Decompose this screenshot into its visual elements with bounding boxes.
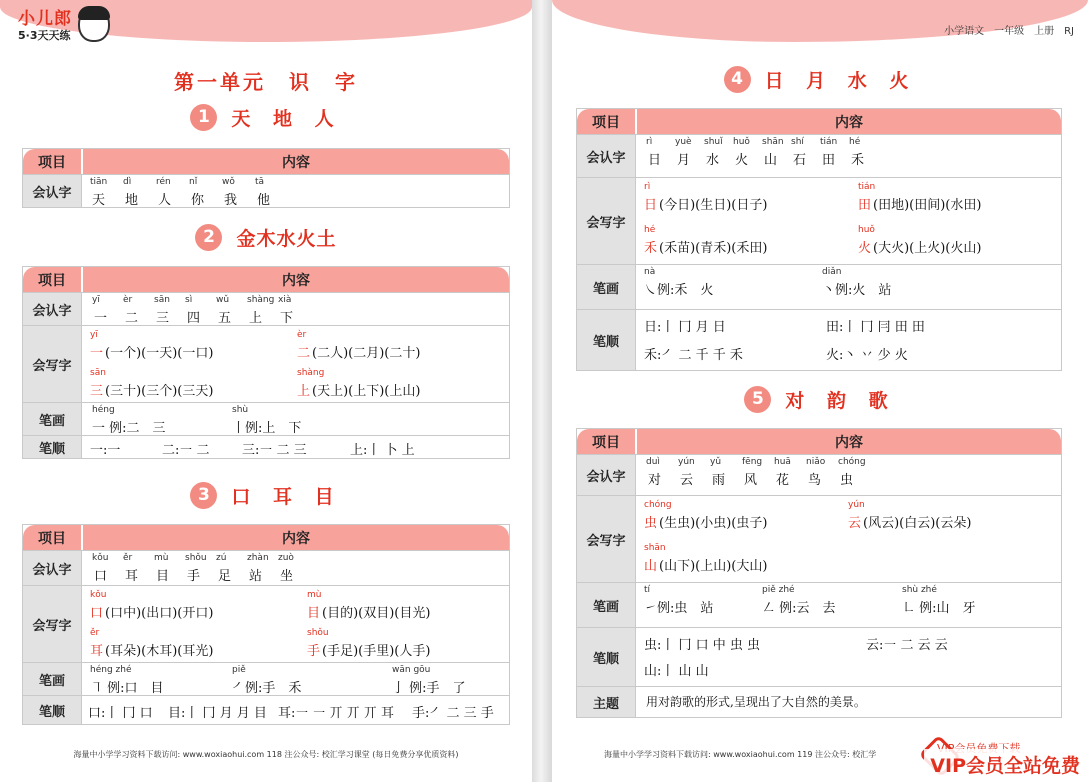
row-label: 笔画 [23, 663, 82, 695]
read-char: 石 [793, 153, 807, 168]
stroke-example: ㇒例:手 禾 [232, 681, 302, 696]
read-char: 虫 [840, 473, 854, 488]
stroke-example: 丶例:火 站 [822, 283, 892, 298]
row-label: 会认字 [577, 135, 636, 177]
row-read [577, 454, 1061, 495]
pinyin: shǒu [185, 553, 207, 563]
pinyin: rén [156, 177, 171, 187]
write-char: 耳 [90, 644, 104, 659]
read-char: 上 [249, 311, 263, 326]
left-page [0, 0, 532, 782]
stroke-example: ㇀例:虫 站 [644, 601, 714, 616]
write-pinyin: yī [90, 330, 98, 340]
pinyin: zú [216, 553, 227, 563]
row-write [577, 495, 1061, 582]
write-pinyin: huǒ [858, 225, 875, 235]
stroke-example: ㇕ 例:口 目 [90, 681, 164, 696]
write-char: 二 [297, 346, 311, 361]
order-cell [82, 436, 509, 458]
read-char: 山 [764, 153, 778, 168]
stroke-name: héng [92, 405, 115, 415]
read-char: 你 [191, 193, 205, 208]
read-char: 天 [92, 193, 106, 208]
lesson-1-title [0, 104, 532, 131]
lesson-4-table [576, 108, 1062, 371]
order-cell [636, 628, 1061, 686]
row-label: 会认字 [577, 455, 636, 495]
write-char: 云 [848, 516, 862, 531]
stroke-order: 一:一 [90, 443, 121, 458]
stroke-order: 火:丶 丷 少 火 [826, 348, 908, 363]
pinyin: kǒu [92, 553, 109, 563]
read-char: 手 [187, 569, 201, 584]
read-char: 雨 [712, 473, 726, 488]
stroke-name: héng zhé [90, 665, 132, 675]
stroke-name: piě [232, 665, 246, 675]
row-label: 笔画 [577, 583, 636, 627]
write-cell [82, 586, 509, 662]
brand-logo [18, 4, 72, 43]
read-char: 我 [224, 193, 238, 208]
pinyin: huā [774, 457, 791, 467]
row-strokes [23, 402, 509, 435]
book-gutter [532, 0, 552, 782]
pinyin: yī [92, 295, 100, 305]
lesson-name: 对 韵 歌 [785, 390, 896, 412]
header-content: 内容 [637, 109, 1061, 134]
read-char: 地 [125, 193, 139, 208]
header-content: 内容 [83, 149, 509, 174]
write-words: (手足)(手里)(人手) [322, 644, 431, 659]
stroke-example: ㇗ 例:山 牙 [902, 601, 976, 616]
write-words: (山下)(上山)(大山) [659, 559, 768, 574]
strokes-cell [82, 663, 509, 695]
row-label: 会认字 [23, 175, 82, 207]
read-char: 下 [280, 311, 294, 326]
lesson-5-title [552, 386, 1088, 413]
pinyin: chóng [838, 457, 866, 467]
stroke-example: 一 例:二 三 [92, 421, 166, 436]
write-char: 上 [297, 384, 311, 399]
write-char: 虫 [644, 516, 658, 531]
pinyin: wǒ [222, 177, 235, 187]
read-cell [636, 455, 1061, 495]
lesson-number: 4 [724, 66, 751, 93]
stroke-order: 虫:丨 冂 口 中 虫 虫 [644, 638, 761, 653]
write-pinyin: sān [90, 368, 106, 378]
write-pinyin: shàng [297, 368, 325, 378]
read-char: 三 [156, 311, 170, 326]
read-char: 五 [218, 311, 232, 326]
write-pinyin: ěr [90, 628, 100, 638]
write-char: 手 [307, 644, 321, 659]
row-strokes [577, 582, 1061, 627]
read-char: 一 [94, 311, 108, 326]
write-pinyin: mù [307, 590, 322, 600]
pinyin: dì [123, 177, 132, 187]
pinyin: zuò [278, 553, 294, 563]
stroke-order: 目:丨 冂 月 月 目 [168, 706, 267, 721]
stroke-order: 上:丨 卜 上 [350, 443, 415, 458]
row-strokes [577, 264, 1061, 309]
row-label: 笔顺 [23, 696, 82, 724]
stroke-example: 亅 例:手 了 [392, 681, 466, 696]
read-cell [82, 551, 509, 585]
write-pinyin: kǒu [90, 590, 107, 600]
read-char: 花 [776, 473, 790, 488]
stroke-order: 二:㇐ 二 [162, 443, 210, 458]
mascot-icon [78, 6, 110, 42]
pinyin: duì [646, 457, 660, 467]
theme-cell [636, 687, 1061, 717]
row-read [23, 174, 509, 207]
row-label: 笔画 [23, 403, 82, 435]
read-char: 四 [187, 311, 201, 326]
lesson-3-title [0, 482, 532, 509]
table-header [577, 109, 1061, 134]
vip-banner[interactable]: VIP会员全站免费 [924, 749, 1086, 780]
read-char: 目 [156, 569, 170, 584]
order-cell [82, 696, 509, 724]
stroke-order: 云:㇐ 二 云 云 [866, 638, 948, 653]
header-content: 内容 [637, 429, 1061, 454]
stroke-order: 禾:㇒ 二 千 千 禾 [644, 348, 743, 363]
write-words: (大火)(上火)(火山) [873, 241, 982, 256]
header-item: 项目 [577, 109, 637, 134]
pinyin: sì [185, 295, 193, 305]
lesson-number: 3 [190, 482, 217, 509]
stroke-name: nà [644, 267, 656, 277]
pinyin: huǒ [733, 137, 750, 147]
pinyin: zhàn [247, 553, 269, 563]
pinyin: hé [849, 137, 861, 147]
write-pinyin: shān [644, 543, 666, 553]
pinyin: tā [255, 177, 265, 187]
header-item: 项目 [23, 149, 83, 174]
read-char: 耳 [125, 569, 139, 584]
write-words: (田地)(田间)(水田) [873, 198, 982, 213]
lesson-1-table [22, 148, 510, 208]
table-header [577, 429, 1061, 454]
row-label: 主题 [577, 687, 636, 717]
header-item: 项目 [577, 429, 637, 454]
pinyin: yǔ [710, 457, 722, 467]
grade-label: 小学语文 一年级 上册 RJ [944, 26, 1074, 37]
write-pinyin: shǒu [307, 628, 329, 638]
pinyin: xià [278, 295, 292, 305]
theme-text: 用对韵歌的形式,呈现出了大自然的美景。 [646, 695, 866, 709]
row-order [23, 435, 509, 458]
row-label: 笔画 [577, 265, 636, 309]
logo-subtitle: 5·3天天练 [18, 29, 71, 42]
read-char: 风 [744, 473, 758, 488]
stroke-name: shù [232, 405, 249, 415]
header-item: 项目 [23, 525, 83, 550]
table-header [23, 525, 509, 550]
header-content: 内容 [83, 525, 509, 550]
write-char: 日 [644, 198, 658, 213]
read-char: 足 [218, 569, 232, 584]
read-char: 禾 [851, 153, 865, 168]
footer: 海量中小学学习资料下载访问: www.woxiaohui.com 118 注公众号: 校汇学习课堂 (每日免费分享优质资料) [73, 750, 459, 759]
write-cell [82, 326, 509, 402]
row-label: 笔顺 [23, 436, 82, 458]
write-words: (今日)(生日)(日子) [659, 198, 768, 213]
row-write [23, 325, 509, 402]
pinyin: shàng [247, 295, 275, 305]
row-strokes [23, 662, 509, 695]
pinyin: nǐ [189, 177, 198, 187]
header-content: 内容 [83, 267, 509, 292]
read-char: 坐 [280, 569, 294, 584]
lesson-number: 5 [744, 386, 771, 413]
read-char: 云 [680, 473, 694, 488]
stroke-name: piě zhé [762, 585, 795, 595]
read-char: 二 [125, 311, 139, 326]
row-label: 笔顺 [577, 310, 636, 370]
write-char: 田 [858, 198, 872, 213]
stroke-example: 丨例:上 下 [232, 421, 302, 436]
strokes-cell [636, 265, 1061, 309]
lesson-name: 金木水火土 [236, 228, 337, 250]
stroke-example: ㇏例:禾 火 [644, 283, 714, 298]
write-char: 三 [90, 384, 104, 399]
stroke-order: 口:丨 冂 口 [88, 706, 153, 721]
read-char: 月 [677, 153, 691, 168]
strokes-cell [82, 403, 509, 435]
read-char: 水 [706, 153, 720, 168]
write-words: (一个)(一天)(一口) [105, 346, 214, 361]
write-pinyin: rì [644, 182, 651, 192]
pinyin: mù [154, 553, 169, 563]
row-label: 会写字 [577, 178, 636, 264]
read-char: 火 [735, 153, 749, 168]
write-words: (二人)(二月)(二十) [312, 346, 421, 361]
row-label: 会认字 [23, 293, 82, 325]
read-cell [82, 293, 509, 325]
pinyin: shuǐ [704, 137, 723, 147]
stroke-order: 山:丨 山 山 [644, 664, 709, 679]
write-char: 目 [307, 606, 321, 621]
row-write [577, 177, 1061, 264]
write-cell [636, 496, 1061, 582]
lesson-2-title [0, 224, 532, 251]
lesson-3-table [22, 524, 510, 725]
row-label: 会写字 [23, 586, 82, 662]
lesson-number: 2 [195, 224, 222, 251]
write-pinyin: chóng [644, 500, 672, 510]
read-char: 对 [648, 473, 662, 488]
write-words: (生虫)(小虫)(虫子) [659, 516, 768, 531]
write-char: 禾 [644, 241, 658, 256]
footer: 海量中小学学习资料下载访问: www.woxiaohui.com 119 注公众号: 校汇学 [604, 750, 877, 759]
write-char: 火 [858, 241, 872, 256]
read-char: 人 [158, 193, 172, 208]
pinyin: rì [646, 137, 653, 147]
pinyin: èr [123, 295, 133, 305]
row-label: 会认字 [23, 551, 82, 585]
row-read [23, 550, 509, 585]
lesson-5-table [576, 428, 1062, 718]
write-pinyin: èr [297, 330, 307, 340]
read-char: 日 [648, 153, 662, 168]
row-label: 会写字 [577, 496, 636, 582]
read-cell [636, 135, 1061, 177]
pinyin: wǔ [216, 295, 230, 305]
right-page [552, 0, 1088, 782]
stroke-name: wān gōu [392, 665, 431, 675]
read-char: 站 [249, 569, 263, 584]
lesson-number: 1 [190, 104, 217, 131]
stroke-order: 手:㇒ 二 三 手 [412, 706, 494, 721]
order-cell [636, 310, 1061, 370]
write-words: (目的)(双目)(目光) [322, 606, 431, 621]
pinyin: tián [820, 137, 838, 147]
pinyin: niǎo [806, 457, 826, 467]
row-write [23, 585, 509, 662]
write-words: (风云)(白云)(云朵) [863, 516, 972, 531]
write-pinyin: tián [858, 182, 876, 192]
lesson-name: 日 月 水 火 [764, 70, 917, 92]
pinyin: tiān [90, 177, 108, 187]
write-words: (三十)(三个)(三天) [105, 384, 214, 399]
lesson-4-title [552, 66, 1088, 93]
write-words: (禾苗)(青禾)(禾田) [659, 241, 768, 256]
row-order [577, 627, 1061, 686]
write-char: 口 [90, 606, 104, 621]
stroke-order: 耳:㇐ ㇐ 丌 丌 丌 耳 [278, 706, 395, 721]
row-read [23, 292, 509, 325]
lesson-2-table [22, 266, 510, 459]
stroke-order: 田:丨 冂 冃 田 田 [826, 320, 925, 335]
stroke-name: diǎn [822, 267, 842, 277]
pinyin: yún [678, 457, 695, 467]
pinyin: shí [791, 137, 804, 147]
write-words: (耳朵)(木耳)(耳光) [105, 644, 214, 659]
logo-title: 小儿郎 [18, 9, 72, 29]
pinyin: shān [762, 137, 784, 147]
write-char: 山 [644, 559, 658, 574]
header-item: 项目 [23, 267, 83, 292]
write-words: (口中)(出口)(开口) [105, 606, 214, 621]
row-label: 笔顺 [577, 628, 636, 686]
row-label: 会写字 [23, 326, 82, 402]
lesson-name: 天 地 人 [231, 108, 342, 130]
pinyin: ěr [123, 553, 133, 563]
table-header [23, 267, 509, 292]
write-char: 一 [90, 346, 104, 361]
stroke-order: 日:丨 冂 月 日 [644, 320, 726, 335]
strokes-cell [636, 583, 1061, 627]
write-words: (天上)(上下)(上山) [312, 384, 421, 399]
row-theme [577, 686, 1061, 717]
stroke-name: tí [644, 585, 651, 595]
pinyin: sān [154, 295, 170, 305]
write-pinyin: yún [848, 500, 865, 510]
write-cell [636, 178, 1061, 264]
write-pinyin: hé [644, 225, 656, 235]
read-cell [82, 175, 509, 207]
read-char: 他 [257, 193, 271, 208]
read-char: 口 [94, 569, 108, 584]
read-char: 鸟 [808, 473, 822, 488]
stroke-example: ㇜ 例:云 去 [762, 601, 836, 616]
row-order [577, 309, 1061, 370]
stroke-name: shù zhé [902, 585, 937, 595]
stroke-order: 三:㇐ 二 三 [242, 443, 307, 458]
pinyin: yuè [675, 137, 692, 147]
row-read [577, 134, 1061, 177]
unit-title: 第一单元 识 字 [174, 70, 358, 94]
row-order [23, 695, 509, 724]
table-header [23, 149, 509, 174]
read-char: 田 [822, 153, 836, 168]
pinyin: fēng [742, 457, 763, 467]
lesson-name: 口 耳 目 [231, 486, 342, 508]
